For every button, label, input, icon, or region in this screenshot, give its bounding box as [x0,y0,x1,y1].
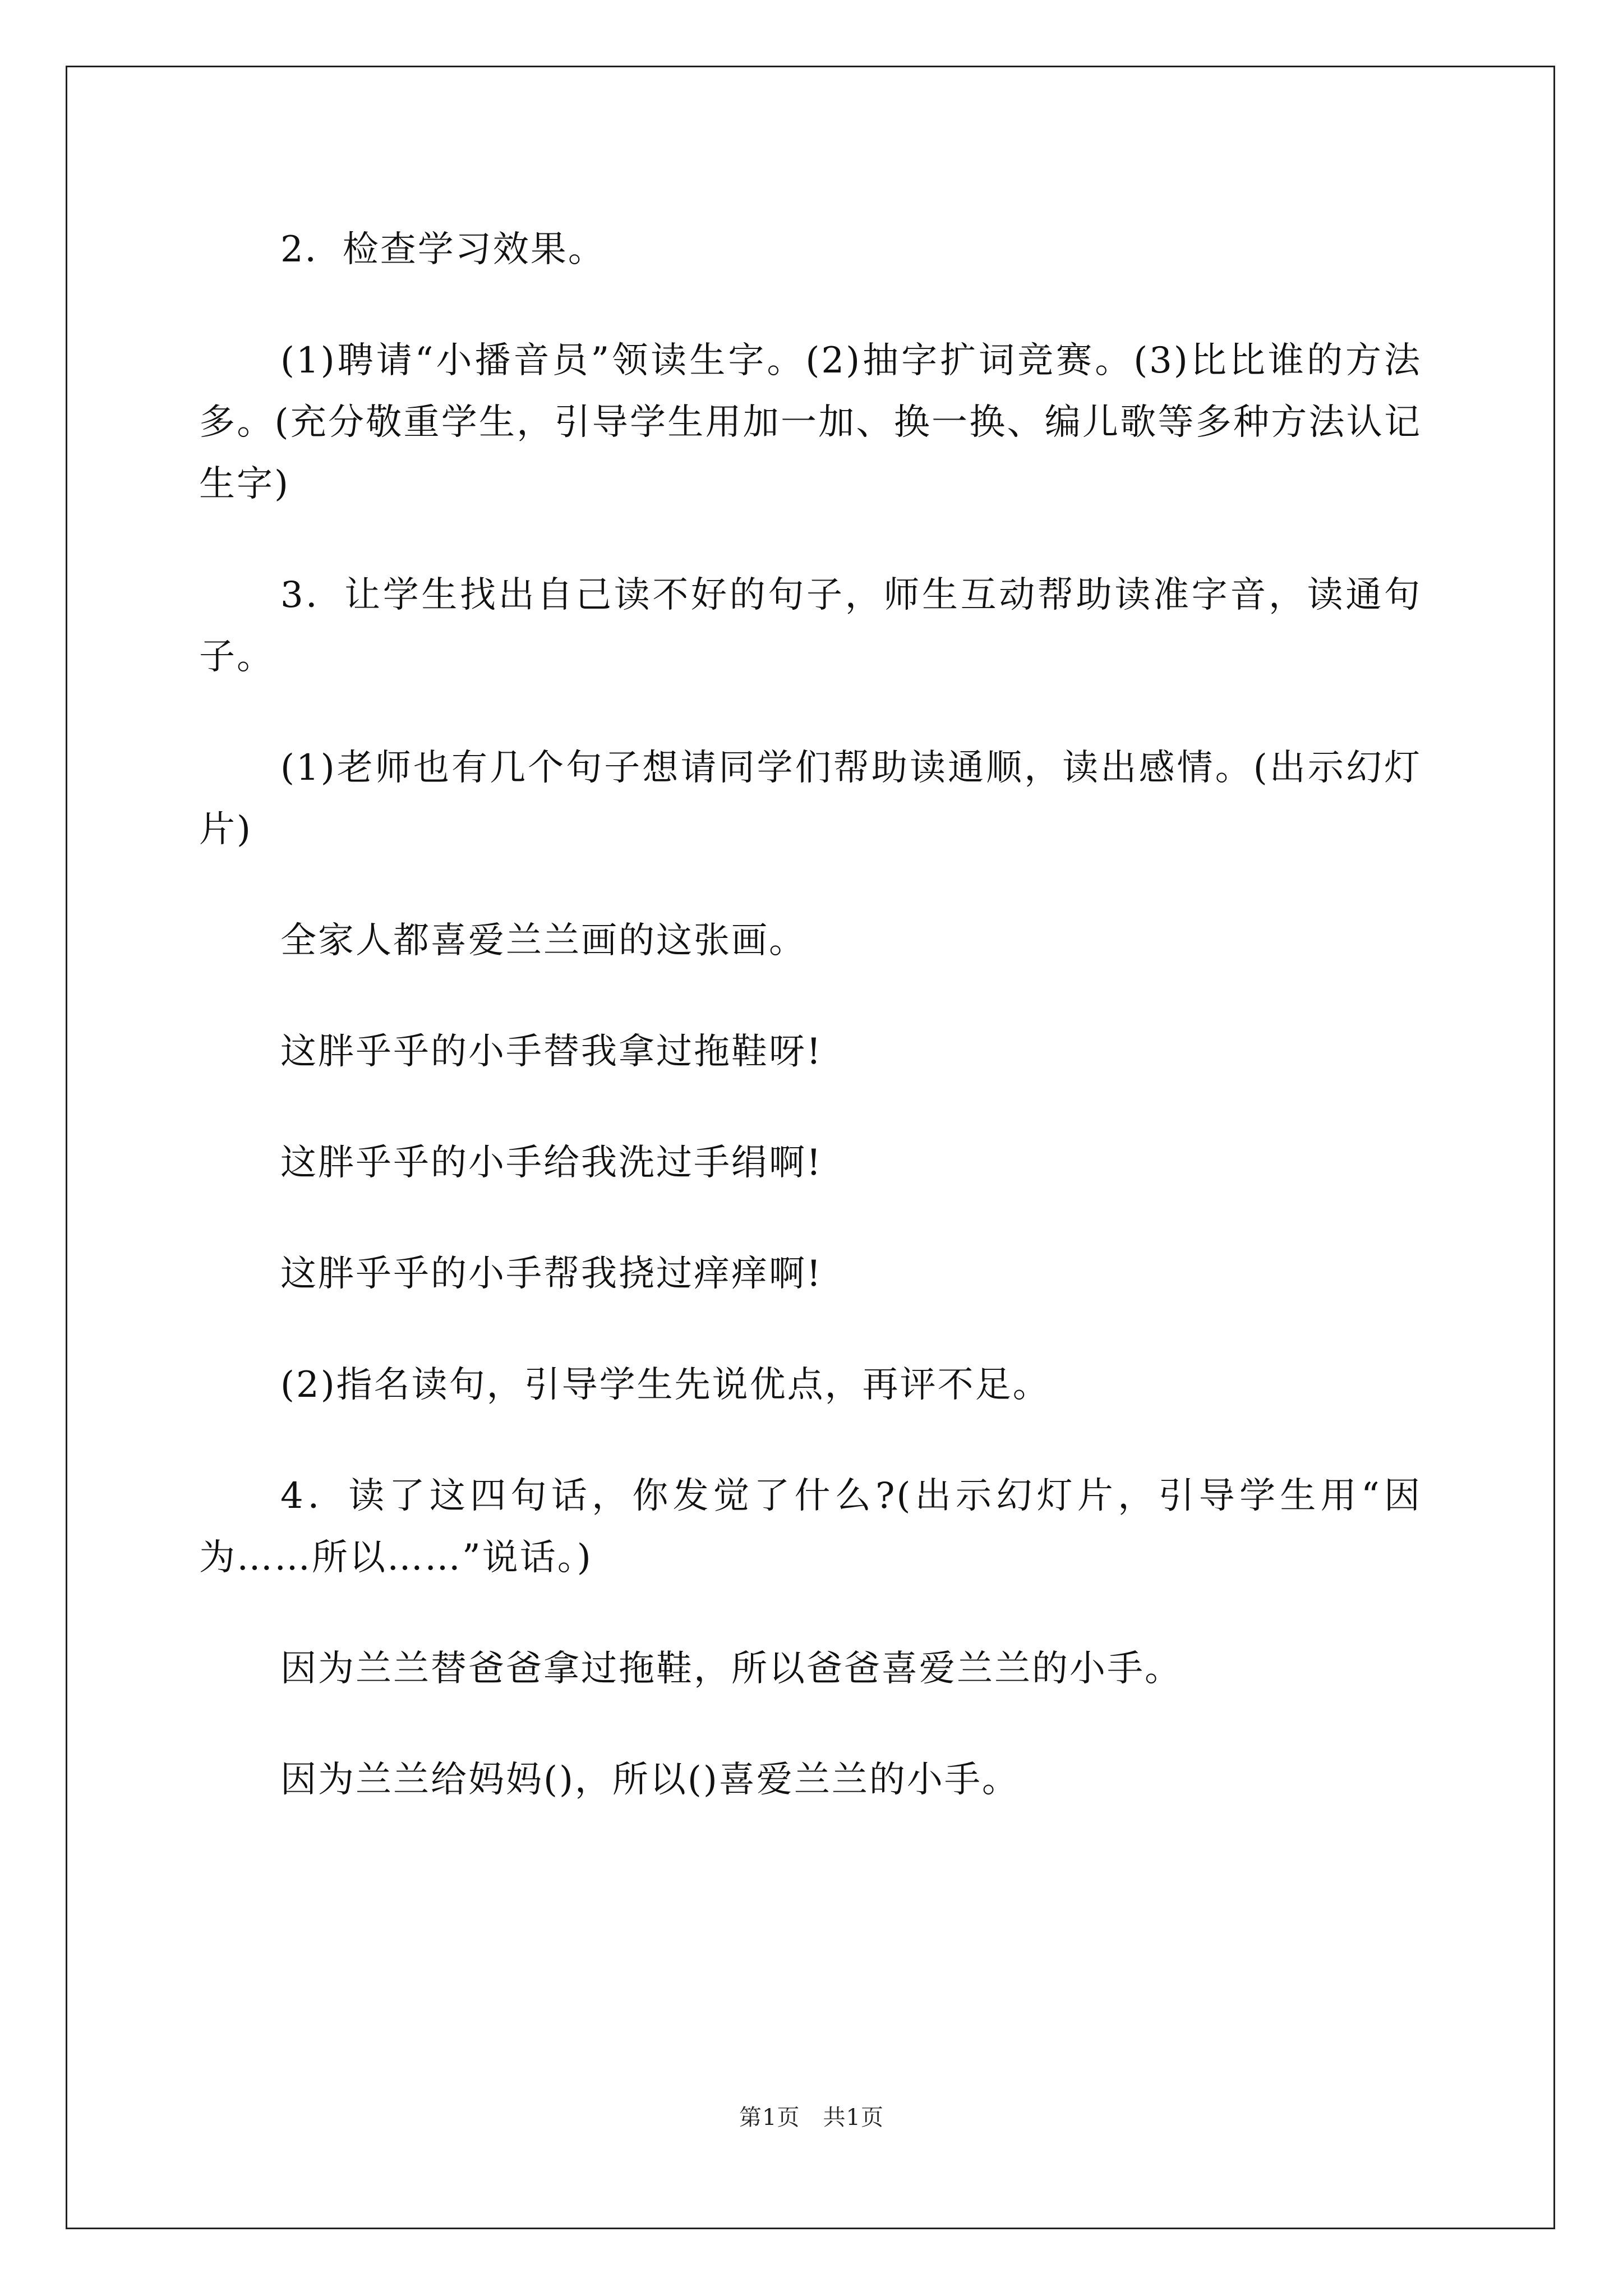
paragraph-5: 全家人都喜爱兰兰画的这张画。 [280,920,806,961]
paragraph-7: 这胖乎乎的小手给我洗过手绢啊! [280,1142,823,1184]
page-footer: 第1页 共1页 [739,2105,884,2131]
paragraph-3: 3．让学生找出自己读不好的句子，师生互动帮助读准字音，读通句子。 [199,574,1422,678]
paragraph-9: (2)指名读句，引导学生先说优点，再评不足。 [280,1364,1050,1406]
paragraph-11: 因为兰兰替爸爸拿过拖鞋，所以爸爸喜爱兰兰的小手。 [280,1648,1182,1690]
paragraph-10: 4．读了这四句话，你发觉了什么?(出示幻灯片，引导学生用“因为……所以……”说话。) [199,1475,1422,1579]
paragraph-1: 2．检查学习效果。 [280,229,606,270]
paragraph-2: (1)聘请“小播音员”领读生字。(2)抽字扩词竞赛。(3)比比谁的方法多。(充分敬重学生，引导学生用加一加、换一换、编儿歌等多种方法认记生字) [199,340,1422,505]
paragraph-8: 这胖乎乎的小手帮我挠过痒痒啊! [280,1253,823,1295]
paragraph-12: 因为兰兰给妈妈()，所以()喜爱兰兰的小手。 [280,1759,1020,1801]
document-body [199,219,1422,1811]
paragraph-4: (1)老师也有几个句子想请同学们帮助读通顺，读出感情。(出示幻灯片) [199,747,1422,850]
paragraph-6: 这胖乎乎的小手替我拿过拖鞋呀! [280,1031,823,1073]
